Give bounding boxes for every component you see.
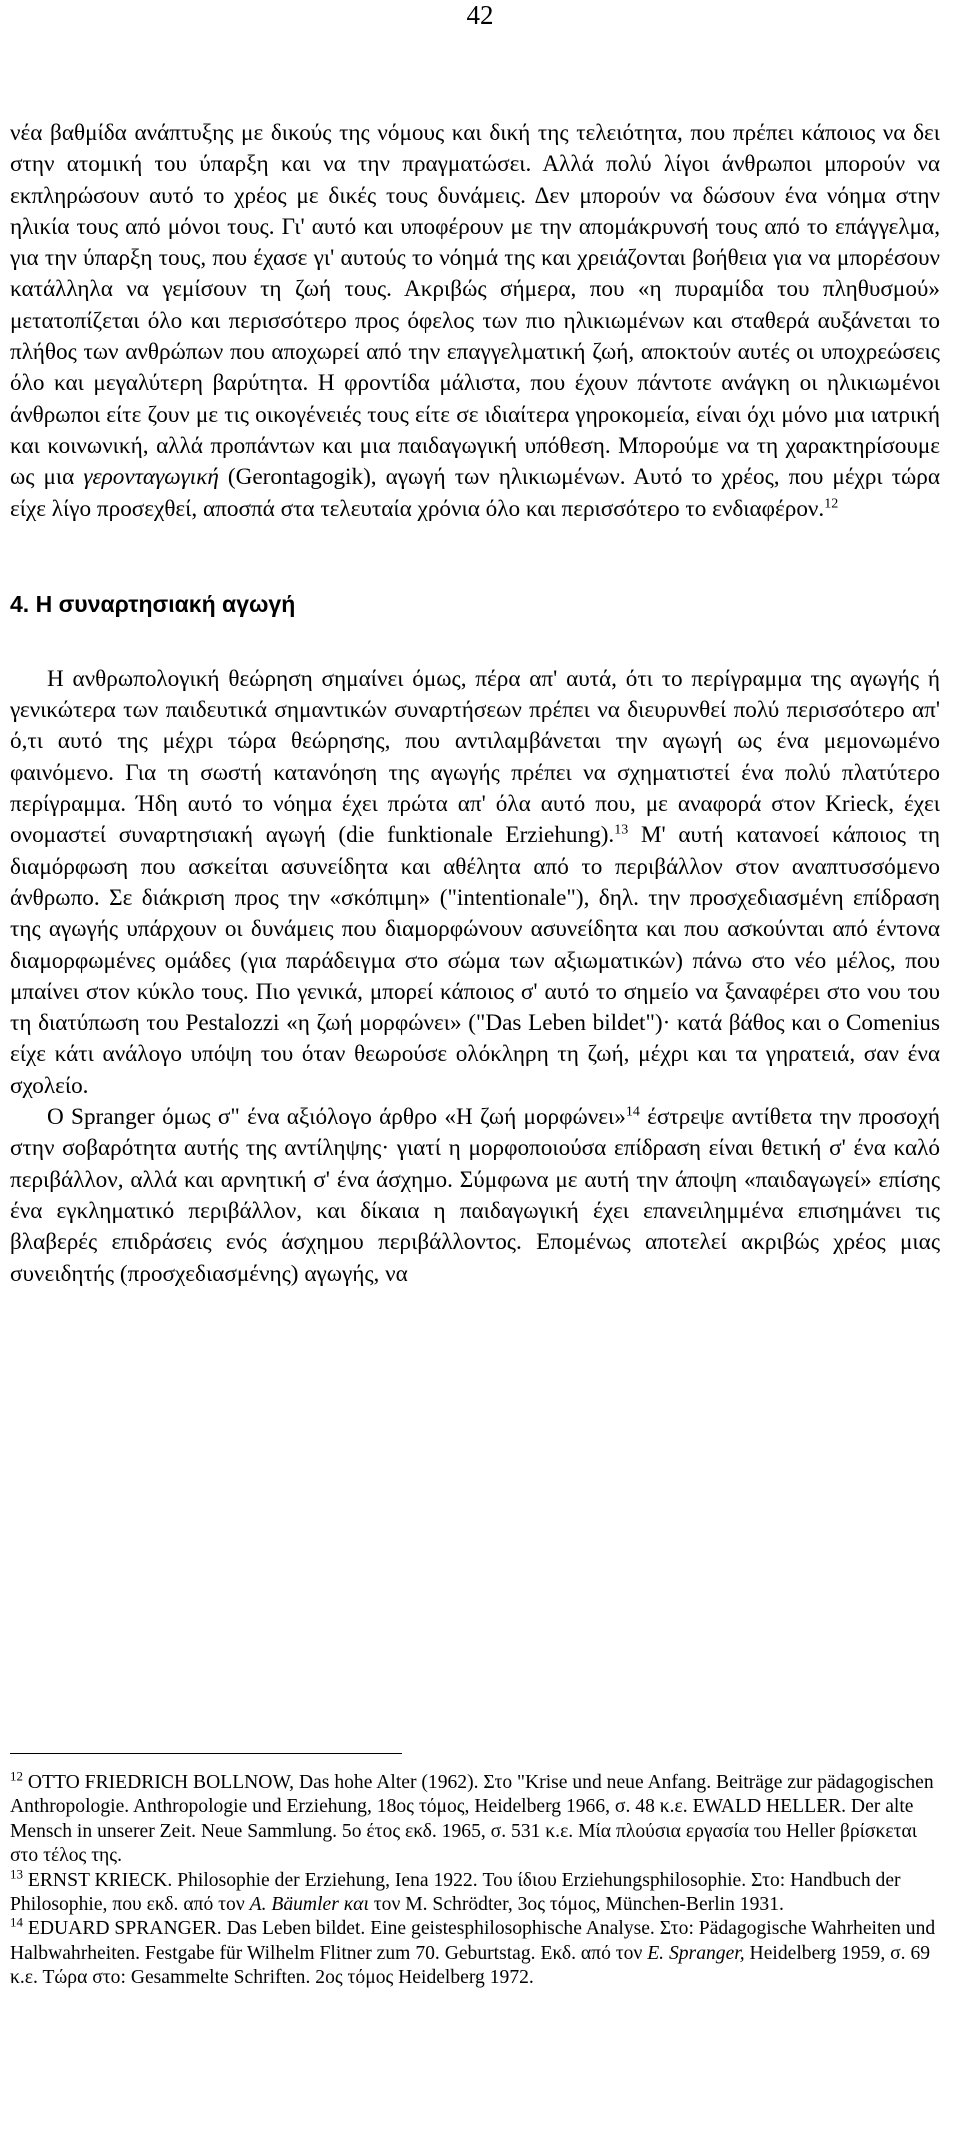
page-number: 42 xyxy=(466,0,494,30)
paragraph-text: Μ' αυτή κατανοεί κάποιος τη διαμόρφωση που ασκείται ασυνείδητα και αθέλητα από το περιβάλλον στον αναπτυσσόμενο άνθρωπο. Σε διάκριση προς την «σκόπιμη» ("intentionale"), δηλ. την προσχεδιασμένη επίδραση της αγωγής υπάρχουν οι δυνάμεις που διαμορφώνουν ασυνείδητα και που ασκούνται από έντονα διαμορφωμένες ομάδες (για παράδειγμα στο σώμα των αξιωματικών) πάνω στο νέο μέλος, που μπαίνει στον κύκλο τους. Πιο γενικά, μπορεί κάποιος σ' αυτό το σημείο να ξαναφέρει στο νου του τη διατύπωση του Pestalozzi «η ζωή μορφώνει» ("Das Leben bildet")· κατά βάθος και ο Comenius είχε κάτι ανάλογο υπόψη του όταν θεωρούσε ολόκληρη τη ζωή, μέχρι και τα γηρατειά, σαν ένα σχολείο. xyxy=(10,822,941,1099)
paragraph-text: (Gerontagogik), αγωγή των ηλικιωμένων. Αυτό το χρέος, που μέχρι τώρα είχε λίγο προσεχθεί, αποσπά στα τελευταία χρόνια όλο και περισσότερο το ενδιαφέρον. xyxy=(10,464,940,522)
paragraph-text: Ο Spranger όμως σ" ένα αξιόλογο άρθρο «Η ζωή μορφώνει» xyxy=(47,1104,626,1131)
footnote-text: τον M. Schrödter, 3ος τόμος, München-Berlin 1931. xyxy=(368,1894,784,1916)
paragraph-text: έστρεψε αντίθετα την προσοχή στην σοβαρότητα αυτής της αντίληψης· γιατί η μορφοποιούσα επίδραση είναι θετική σ' ένα καλό περιβάλλον, αλλά και αρνητική σ' ένα άσχημο. Σύμφωνα με αυτή την άποψη «παιδαγωγεί» επίσης ένα εγκληματικό περιβάλλον, και δίκαια η παιδαγωγική έχει επανειλημμένα επισημάνει τις βλαβερές επιδράσεις ενός άσχημου περιβάλλοντος. Επομένως αποτελεί ακριβώς χρέος μιας συνειδητής (προσχεδιασμένης) αγωγής, να xyxy=(10,1104,940,1287)
footnote-ref-13: 13 xyxy=(614,822,629,838)
footnote-emphasis: E. Spranger, xyxy=(647,1942,745,1964)
footnote-12 xyxy=(10,1768,940,1869)
footnote-ref-12: 12 xyxy=(824,495,839,511)
footnote-text: Heidelberg 1959, σ. 69 κ.ε. Τώρα στο: Gesammelte Schriften. 2ος τόμος Heidelberg 1972. xyxy=(10,1942,931,1989)
footnote-number: 14 xyxy=(10,1914,23,1930)
footnote-text: ERNST KRIECK. Philosophie der Erziehung, Iena 1922. Του ίδιου Erziehungsphilosophie. Στο: Handbuch der Philosophie, που εκδ. από τον xyxy=(10,1869,901,1916)
paragraph xyxy=(10,1102,940,1290)
footnote-14 xyxy=(10,1914,940,1990)
footnote-13 xyxy=(10,1866,940,1918)
paragraph xyxy=(10,664,940,1102)
footnote-ref-14: 14 xyxy=(625,1104,640,1120)
footnotes xyxy=(10,1768,940,1991)
emphasized-term: γερονταγωγική xyxy=(83,464,219,491)
footnote-number: 13 xyxy=(10,1866,23,1882)
footnote-number: 12 xyxy=(10,1768,23,1784)
section-heading: 4. Η συναρτησιακή αγωγή xyxy=(10,590,296,617)
footnote-emphasis: A. Bäumler και xyxy=(249,1894,369,1916)
footnote-text: EDUARD SPRANGER. Das Leben bildet. Eine geistesphilosophische Analyse. Στο: Pädagogische Wahrheiten und Halbwahrheiten. Festgabe für Wilhelm Flitner zum 70. Geburtstag. Εκδ. από τον xyxy=(10,1918,936,1964)
paragraph-text: νέα βαθμίδα ανάπτυξης με δικούς της νόμους και δική της τελειότητα, που πρέπει κάποιος να δει στην ατομική του ύπαρξη και να την πραγματώσει. Αλλά πολύ λίγοι άνθρωποι μπορούν να εκπληρώσουν αυτό το χρέος με δικές τους δυνάμεις. Δεν μπορούν να δώσουν ένα νόημα στην ηλικία τους από μόνοι τους. Γι' αυτό και υποφέρουν με την απομάκρυνσή τους από το επάγγελμα, για την ύπαρξη τους, που έχασε γι' αυτούς το νόημά της και χρειάζονται βοήθεια για να μπορέσουν κατάλληλα να γεμίσουν τη ζωή τους. Ακριβώς σήμερα, που «η πυραμίδα του πληθυσμού» μετατοπίζεται όλο και περισσότερο προς όφελος των πιο ηλικιωμένων και σταθερά αυξάνεται το πλήθος των ανθρώπων που αποχωρεί από την επαγγελματική ζωή, αποκτούν αυτές οι υποχρεώσεις όλο και μεγαλύτερη βαρύτητα. Η φροντίδα μάλιστα, που έχουν πάντοτε ανάγκη οι ηλικιωμένοι άνθρωποι είτε ζουν με τις οικογένειές τους είτε σε ιδιαίτερα γηροκομεία, είναι όχι μόνο μια ιατρική και κοινωνική, αλλά προπάντων και μια παιδαγωγική υπόθεση. Μπορούμε να τη χαρακτηρίσουμε ως μια xyxy=(10,120,940,491)
footnote-text: OTTO FRIEDRICH BOLLNOW, Das hohe Alter (1962). Στο "Krise und neue Anfang. Beiträge zur pädagogischen Anthropologie. Anthropologie und Erziehung, 18ος τόμος, Heidelberg 1966, σ. 48 κ.ε. EWALD HELLER. Der alte Mensch in unserer Zeit. Neue Sammlung. 5ο έτος εκδ. 1965, σ. 531 κ.ε. Μία πλούσια εργασία του Heller βρίσκεται στο τέλος της. xyxy=(10,1772,934,1867)
paragraph xyxy=(10,118,940,525)
paragraph-text: Η ανθρωπολογική θεώρηση σημαίνει όμως, πέρα απ' αυτά, ότι το περίγραμμα της αγωγής ή γενικώτερα των παιδευτικά σημαντικών συναρτήσεων πρέπει να διευρυνθεί πολύ περισσότερο απ' ό,τι αυτό της μέχρι τώρα θεώρησης, που αντιλαμβάνεται την αγωγή ως ένα μεμονωμένο φαινόμενο. Για τη σωστή κατανόηση της αγωγής πρέπει να σχηματιστεί ένα πολύ πλατύτερο περίγραμμα. Ήδη αυτό το νόημα έχει πρώτα απ' όλα αυτό που, με αναφορά στον Krieck, έχει ονομαστεί συναρτησιακή αγωγή (die funktionale Erziehung). xyxy=(10,665,940,849)
footnote-divider xyxy=(10,1753,402,1754)
body-text xyxy=(10,118,940,1290)
section-gap xyxy=(10,525,940,589)
